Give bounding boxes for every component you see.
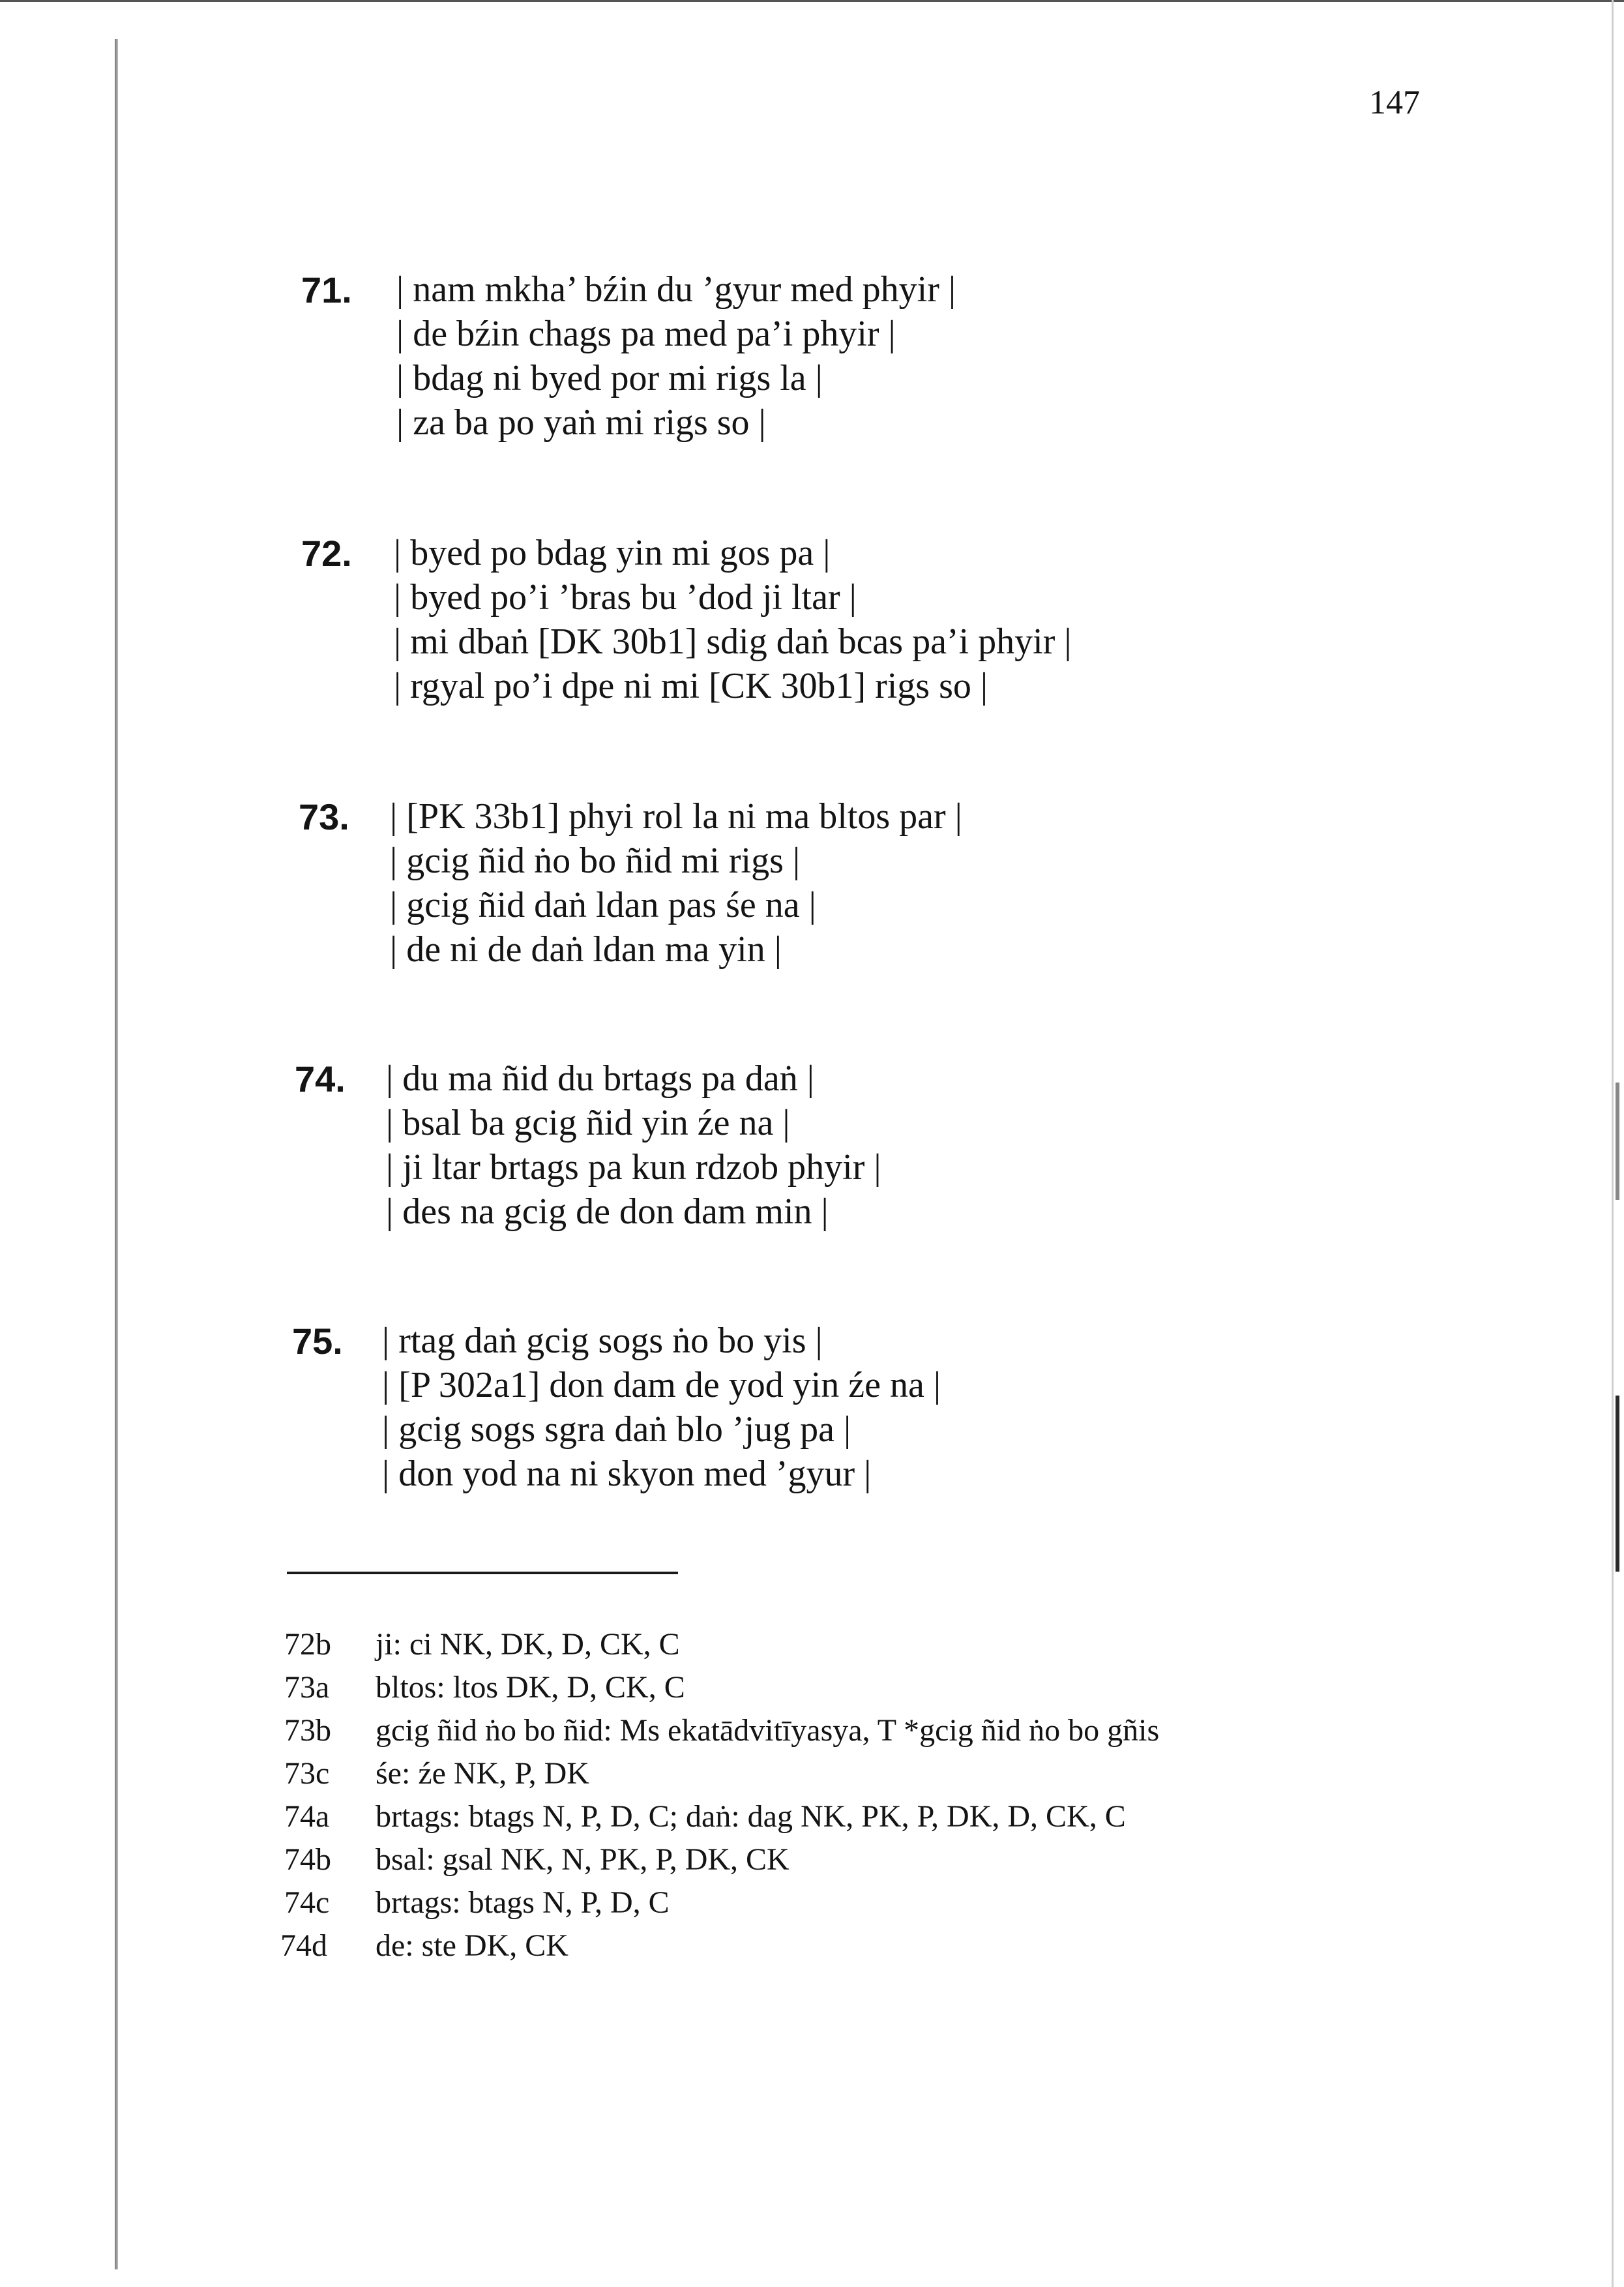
verse-number: 72. [301,533,352,574]
verse-line: | du ma ñid du brtags pa daṅ | [386,1058,814,1099]
footnote-text: śe: źe NK, P, DK [376,1756,589,1791]
verse-line: | de bźin chags pa med pa’i phyir | [396,314,896,354]
verse-number: 75. [292,1321,343,1362]
verse-line: | bsal ba gcig ñid yin źe na | [386,1103,790,1143]
scan-edge-left [115,39,118,2269]
footnote-text: gcig ñid ṅo bo ñid: Ms ekatādvitīyasya, T *gcig ñid ṅo bo gñis [376,1713,1160,1748]
verse-line: | [P 302a1] don dam de yod yin źe na | [382,1365,941,1405]
footnote-text: brtags: btags N, P, D, C [376,1885,670,1920]
verse-line: | ji ltar brtags pa kun rdzob phyir | [386,1147,881,1188]
verse-line: | rgyal po’i dpe ni mi [CK 30b1] rigs so | [394,666,988,706]
scan-edge-right [1612,0,1614,2287]
footnote-text: brtags: btags N, P, D, C; daṅ: dag NK, PK, P, DK, D, CK, C [376,1799,1126,1834]
verse-line: | mi dbaṅ [DK 30b1] sdig daṅ bcas pa’i phyir | [394,621,1072,662]
footnote-ref: 74b [284,1842,331,1877]
verse-number: 74. [295,1058,346,1099]
verse-line: | de ni de daṅ ldan ma yin | [390,929,782,970]
verse-line: | des na gcig de don dam min | [386,1191,829,1232]
footnote-ref: 73a [284,1670,330,1705]
footnote-text: ji: ci NK, DK, D, CK, C [376,1627,680,1662]
scan-mark [1616,1083,1619,1200]
verse-line: | za ba po yaṅ mi rigs so | [396,402,766,443]
footnote-ref: 74c [284,1885,330,1920]
verse-number: 71. [301,269,352,310]
verse-number: 73. [299,796,349,837]
verse-line: | nam mkha’ bźin du ’gyur med phyir | [396,269,956,310]
verse-line: | rtag daṅ gcig sogs ṅo bo yis | [382,1321,823,1361]
footnote-ref: 74a [284,1799,330,1834]
scan-edge-top [0,0,1624,2]
footnote-text: bsal: gsal NK, N, PK, P, DK, CK [376,1842,790,1877]
verse-line: | gcig ñid daṅ ldan pas śe na | [390,885,816,925]
verse-line: | byed po bdag yin mi gos pa | [394,533,831,573]
footnote-ref: 73c [284,1756,330,1791]
footnote-rule [287,1572,678,1574]
verse-line: | don yod na ni skyon med ’gyur | [382,1454,872,1494]
verse-line: | bdag ni byed por mi rigs la | [396,358,823,398]
scan-mark [1616,1396,1619,1572]
verse-line: | byed po’i ’bras bu ’dod ji ltar | [394,577,857,618]
footnote-ref: 74d [280,1928,327,1963]
verse-line: | gcig ñid ṅo bo ñid mi rigs | [390,841,801,881]
footnote-text: bltos: ltos DK, D, CK, C [376,1670,685,1705]
verse-line: | gcig sogs sgra daṅ blo ’jug pa | [382,1409,851,1450]
footnote-ref: 72b [284,1627,331,1662]
footnote-ref: 73b [284,1713,331,1748]
verse-line: | [PK 33b1] phyi rol la ni ma bltos par | [390,796,962,837]
footnote-text: de: ste DK, CK [376,1928,568,1963]
page-number: 147 [1369,84,1420,121]
